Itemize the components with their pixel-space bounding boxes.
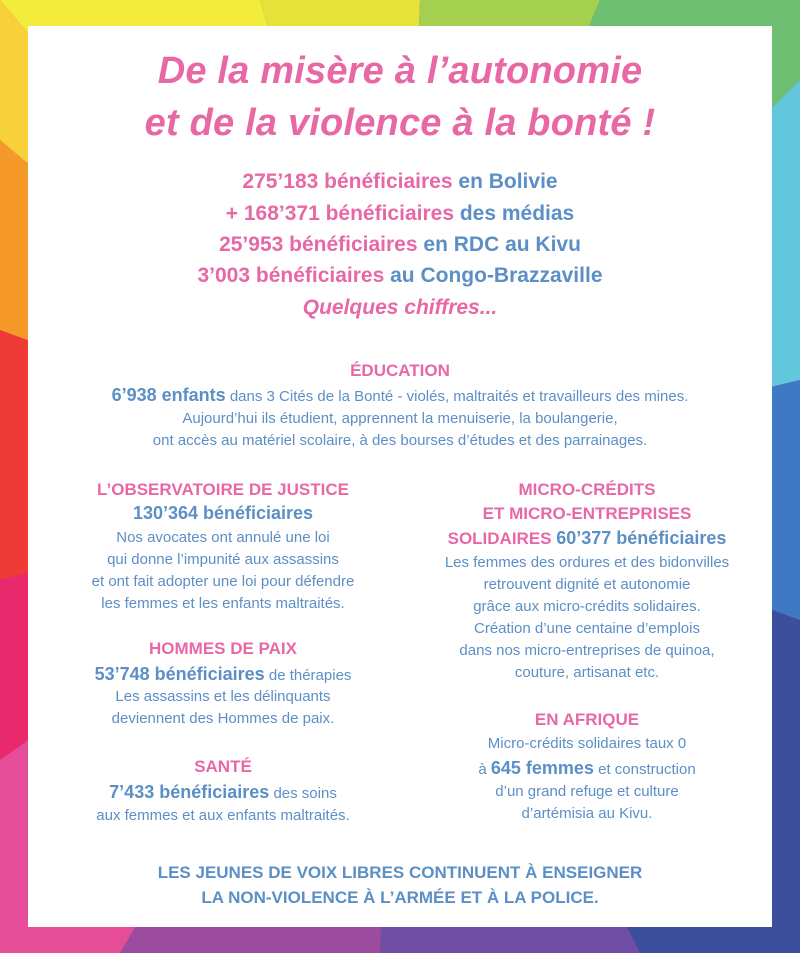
justice-highlight: 130’364 bénéficiaires (132, 503, 314, 523)
micro-heading-line3 (408, 528, 766, 549)
justice-line: qui donne l’impunité aux assassins (107, 551, 339, 568)
paix-heading: HOMMES DE PAIX (149, 639, 297, 658)
education-line1-text: dans 3 Cités de la Bonté - violés, maltraités et travailleurs des mines. (225, 388, 689, 405)
paix-line1 (28, 664, 418, 685)
stat-suffix: des médias (459, 202, 575, 225)
micro-line: couture, artisanat etc. (514, 664, 660, 681)
afrique-line2 (408, 758, 766, 779)
stat-congo (28, 264, 772, 288)
stat-number: 25’953 bénéficiaires (219, 233, 418, 256)
micro-heading-line2: ET MICRO-ENTREPRISES (482, 504, 692, 523)
stat-number: + 168’371 bénéficiaires (225, 202, 454, 225)
subtitle: Quelques chiffres... (302, 296, 498, 319)
stat-medias (28, 202, 772, 226)
stat-suffix: au Congo-Brazzaville (390, 264, 603, 287)
sante-line2: aux femmes et aux enfants maltraités. (96, 807, 350, 824)
education-highlight: 6’938 enfants (111, 385, 226, 405)
paix-line1-text: de thérapies (264, 667, 352, 684)
micro-heading-line1: MICRO-CRÉDITS (518, 480, 656, 499)
sante-line1 (28, 782, 418, 803)
main-title-line1: De la misère à l’autonomie (157, 50, 643, 92)
micro-heading-solidaires: SOLIDAIRES (447, 529, 552, 548)
main-title-line2: et de la violence à la bonté ! (144, 102, 656, 144)
justice-line: et ont fait adopter une loi pour défendre (91, 573, 355, 590)
justice-highlight-line (28, 503, 418, 524)
stat-number: 275’183 bénéficiaires (242, 170, 453, 193)
paix-highlight: 53’748 bénéficiaires (94, 664, 265, 684)
micro-line: Création d’une centaine d’emplois (474, 620, 700, 637)
justice-line: les femmes et les enfants maltraités. (101, 595, 345, 612)
afrique-line2-prefix: à (478, 761, 491, 778)
sante-highlight: 7’433 bénéficiaires (109, 782, 270, 802)
stat-rdc (28, 233, 772, 257)
stat-suffix: en Bolivie (458, 170, 558, 193)
education-line2: Aujourd’hui ils étudient, apprennent la menuiserie, la boulangerie, (182, 410, 618, 427)
paix-line: deviennent des Hommes de paix. (111, 710, 335, 727)
micro-line: grâce aux micro-crédits solidaires. (473, 598, 701, 615)
micro-line: Les femmes des ordures et des bidonvilles (444, 554, 730, 571)
sante-line1-text: des soins (269, 785, 337, 802)
afrique-line3: d’un grand refuge et culture (495, 783, 679, 800)
stat-bolivie (28, 170, 772, 194)
micro-line: dans nos micro-entreprises de quinoa, (459, 642, 715, 659)
paix-line: Les assassins et les délinquants (115, 688, 331, 705)
footer-line2: LA NON-VIOLENCE À L’ARMÉE ET À LA POLICE. (201, 888, 599, 907)
afrique-heading: EN AFRIQUE (534, 710, 640, 729)
content-card (28, 26, 772, 927)
education-line3: ont accès au matériel scolaire, à des bourses d’études et des parrainages. (152, 432, 648, 449)
justice-line: Nos avocates ont annulé une loi (116, 529, 330, 546)
micro-highlight: 60’377 bénéficiaires (556, 528, 727, 548)
afrique-line2-text: et construction (593, 761, 696, 778)
sante-heading: SANTÉ (194, 757, 252, 776)
education-line1 (28, 385, 772, 406)
micro-line: retrouvent dignité et autonomie (483, 576, 691, 593)
footer-line1: LES JEUNES DE VOIX LIBRES CONTINUENT À ENSEIGNER (157, 863, 643, 882)
stat-number: 3’003 bénéficiaires (197, 264, 385, 287)
stat-suffix: en RDC au Kivu (423, 233, 581, 256)
afrique-line4: d’artémisia au Kivu. (521, 805, 653, 822)
justice-heading: L’OBSERVATOIRE DE JUSTICE (97, 480, 349, 499)
afrique-line1: Micro-crédits solidaires taux 0 (487, 735, 687, 752)
afrique-highlight: 645 femmes (490, 758, 594, 778)
education-heading: ÉDUCATION (350, 361, 450, 380)
